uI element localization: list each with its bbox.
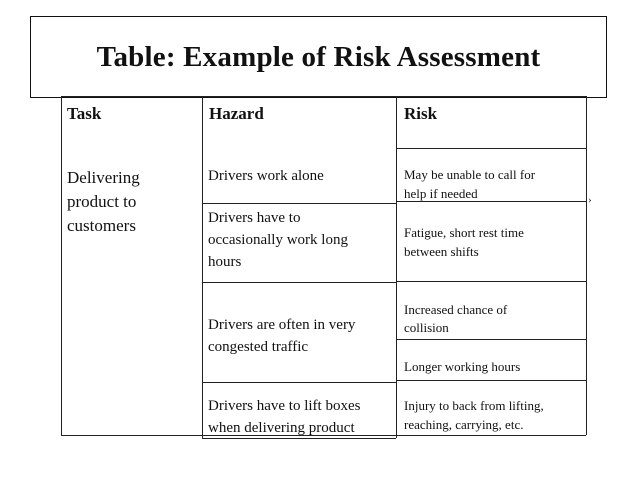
risk-cell-line: May be unable to call for [404,167,536,182]
header-task: Task [67,104,102,123]
risk-row-divider [396,281,586,282]
hazard-cell-line: when delivering product [208,420,355,436]
table-top-line [61,96,586,97]
hazard-cell-line: congested traffic [208,339,309,355]
task-cell-line: Delivering [67,168,140,187]
page-title: Table: Example of Risk Assessment [96,41,541,73]
task-cell-line: customers [67,216,136,235]
hazard-row-divider [202,282,396,283]
header-risk: Risk [404,104,438,123]
risk-header-divider [396,148,586,149]
header-hazard: Hazard [209,104,264,123]
hazard-cell-line: Drivers work alone [208,168,324,184]
risk-cell-line: collision [404,320,449,335]
risk-cell-line: Fatigue, short rest time [404,225,524,240]
arrow-head-icon: › [588,194,592,206]
task-cell-line: product to [67,192,137,211]
column-divider-task-hazard [202,96,203,438]
table-right-border [586,96,587,435]
hazard-row-divider [202,203,396,204]
risk-cell-line: Longer working hours [404,359,521,374]
hazard-cell-line: occasionally work long [208,232,348,248]
risk-cell-line: between shifts [404,244,479,259]
hazard-cell-line: Drivers are often in very [208,317,356,333]
risk-row-divider [396,339,586,340]
hazard-cell-line: hours [208,254,242,270]
hazard-row-divider [202,382,396,383]
title-box [30,16,607,98]
hazard-cell-line: Drivers have to lift boxes [208,398,361,414]
hazard-cell-line: Drivers have to [208,210,301,226]
risk-row-divider [396,380,586,381]
risk-cell-line: Increased chance of [404,302,508,317]
risk-cell-line: help if needed [404,186,478,201]
table-left-border [61,96,62,435]
risk-cell-line: Injury to back from lifting, [404,398,544,413]
risk-cell-line: reaching, carrying, etc. [404,417,524,432]
